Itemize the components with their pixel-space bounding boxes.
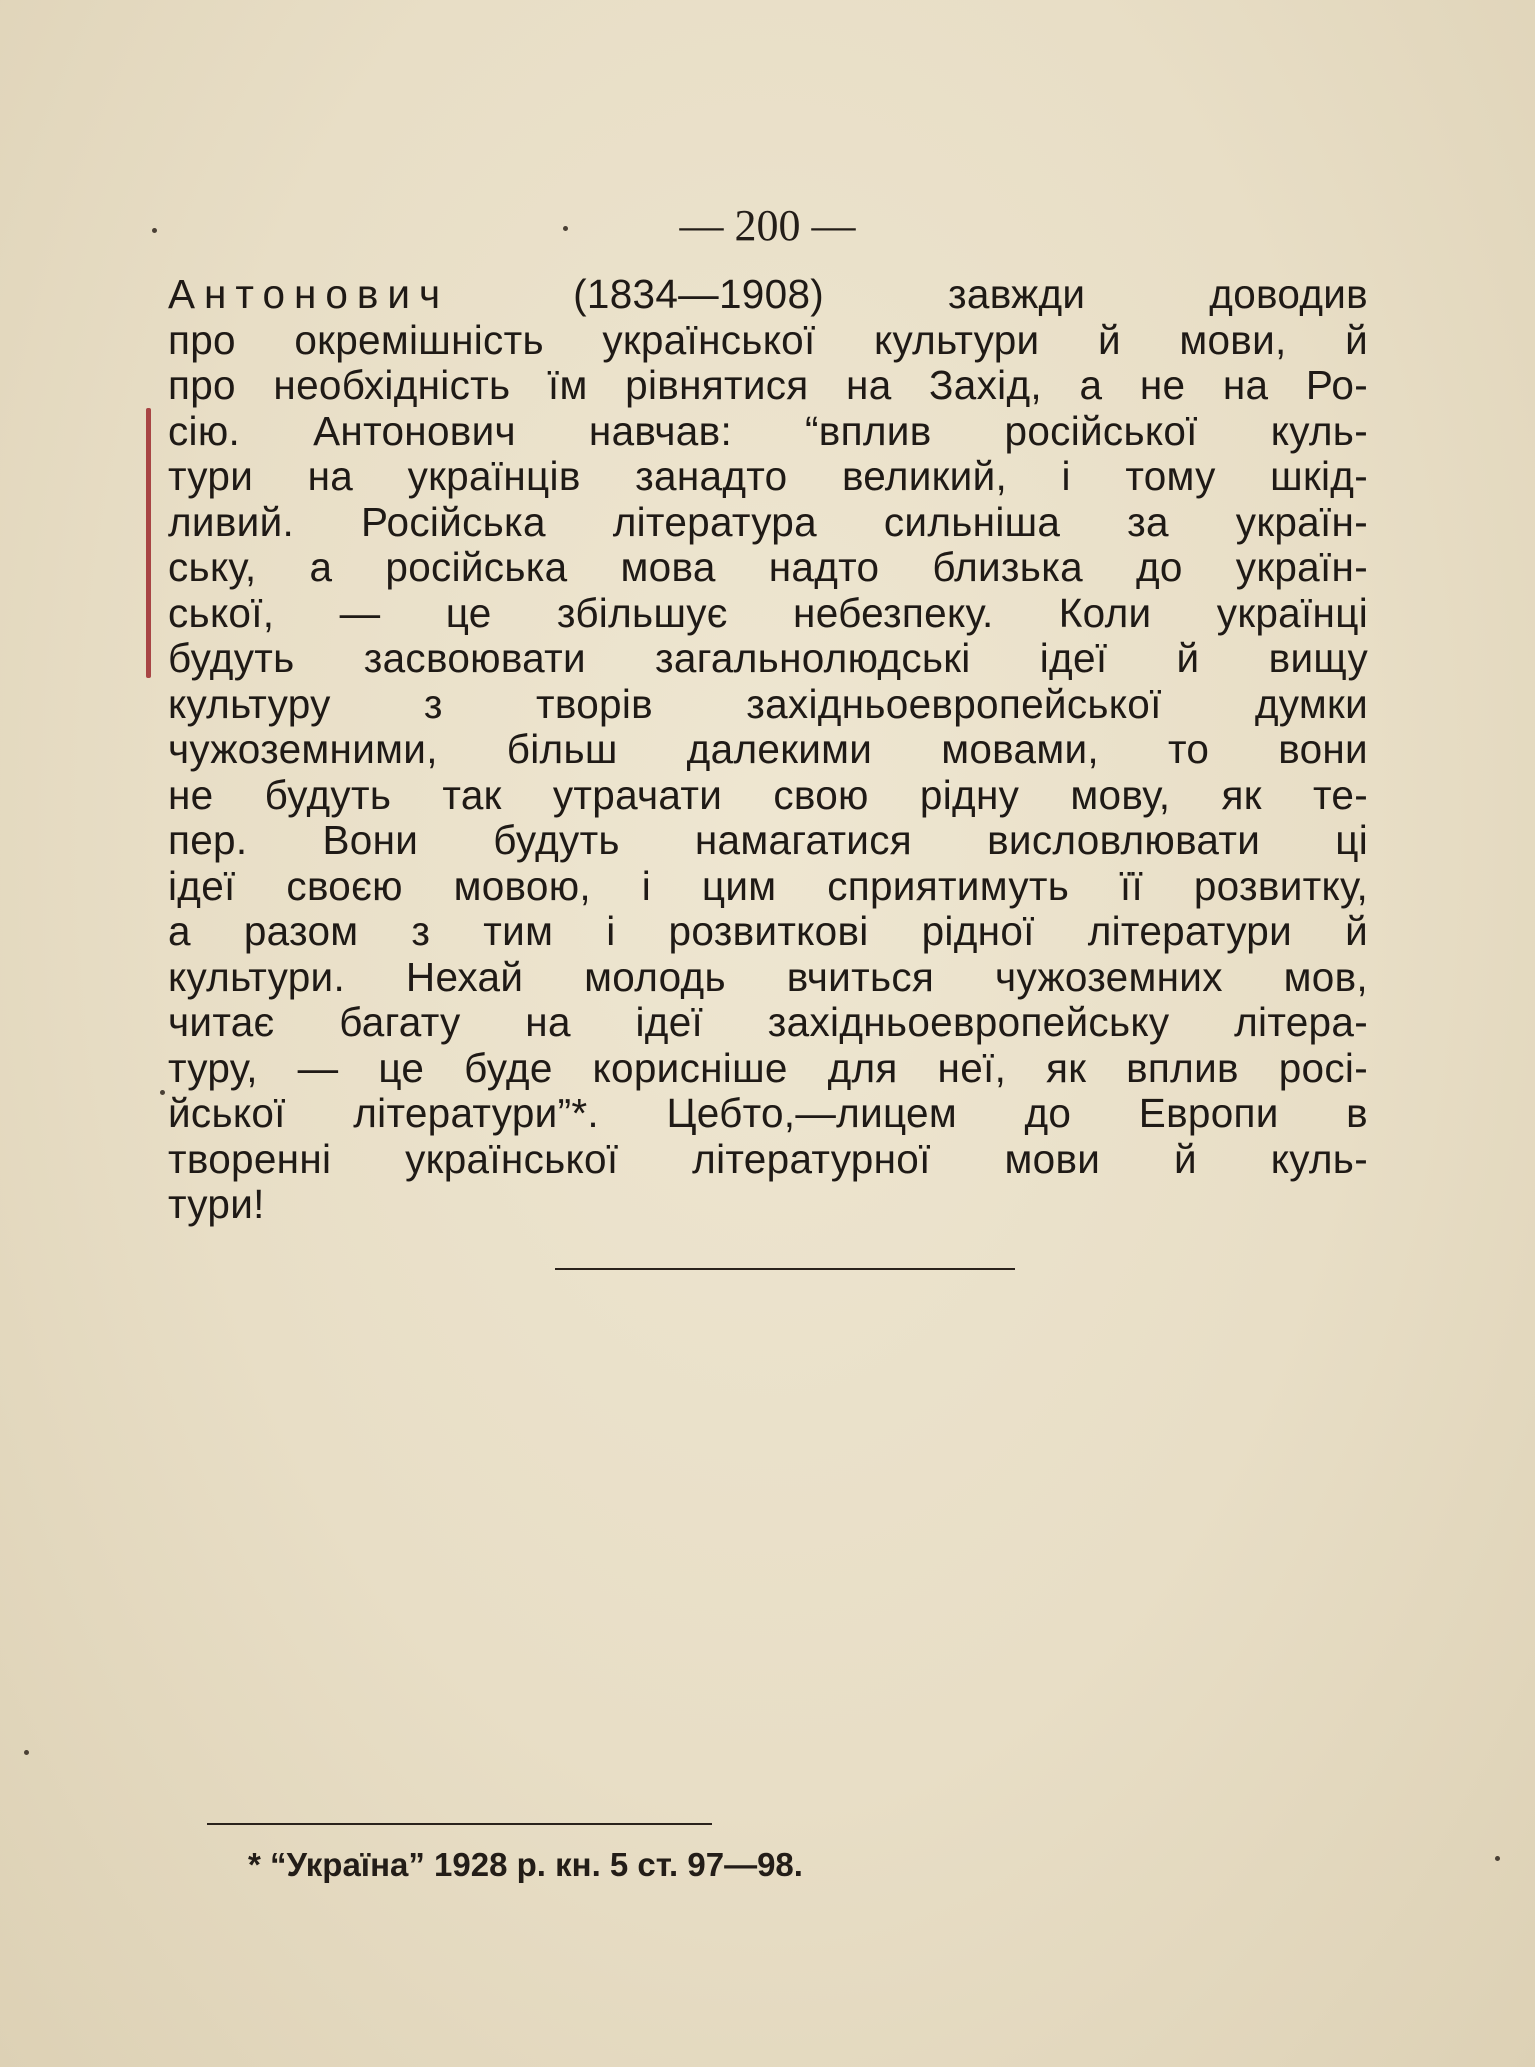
text-line: будуть засвоювати загальнолюдські ідеї й вищу xyxy=(168,635,1368,681)
paper-speck xyxy=(1495,1856,1500,1861)
page-number: — 200 — xyxy=(679,201,856,250)
text-line: не будуть так утрачати свою рідну мову, як те- xyxy=(168,771,1368,818)
text-line: сію. Антонович навчав: “вплив російської куль- xyxy=(168,407,1368,454)
paper-speck xyxy=(160,1090,165,1095)
text-line-rest: (1834—1908) завжди доводив xyxy=(449,271,1368,317)
text-line: культури. Нехай молодь вчиться чужоземних мов, xyxy=(168,953,1368,1000)
text-line: ську, а російська мова надто близька до україн- xyxy=(168,544,1368,590)
text-line: чужоземними, більш далекими мовами, то вони xyxy=(168,726,1368,772)
paper-speck xyxy=(563,226,568,231)
main-paragraph xyxy=(168,272,1368,1228)
text-line: туру, — це буде корисніше для неї, як вплив росі- xyxy=(168,1044,1368,1091)
text-line: про окремішність української культури й мови, й xyxy=(168,316,1368,363)
text-line: ської, — це збільшує небезпеку. Коли українці xyxy=(168,589,1368,636)
footnote-rule xyxy=(207,1823,712,1825)
spaced-name: Антонович xyxy=(168,271,450,317)
text-line: тури! xyxy=(168,1181,265,1227)
text-line: культуру з творів західньоевропейської думки xyxy=(168,680,1368,727)
footnote: * “Україна” 1928 р. кн. 5 ст. 97—98. xyxy=(248,1846,803,1883)
text-line: читає багату на ідеї західньоевропейську літера- xyxy=(168,999,1368,1045)
text-line: про необхідність їм рівнятися на Захід, а не на Ро- xyxy=(168,362,1368,408)
section-divider xyxy=(555,1268,1015,1270)
text-line: йської літератури”*. Цебто,—лицем до Европи в xyxy=(168,1090,1368,1136)
text-line: ідеї своєю мовою, і цим сприятимуть її розвитку, xyxy=(168,862,1368,909)
paper-speck xyxy=(152,228,157,233)
paper-speck xyxy=(24,1750,29,1755)
text-line xyxy=(168,272,1368,318)
margin-pencil-mark xyxy=(146,408,151,678)
text-line: а разом з тим і розвиткові рідної літератури й xyxy=(168,908,1368,954)
text-line: ливий. Російська література сильніша за україн- xyxy=(168,498,1368,545)
text-line: тури на українців занадто великий, і тому шкід- xyxy=(168,453,1368,499)
text-line: пер. Вони будуть намагатися висловлювати ці xyxy=(168,817,1368,863)
text-line: творенні української літературної мови й куль- xyxy=(168,1135,1368,1182)
